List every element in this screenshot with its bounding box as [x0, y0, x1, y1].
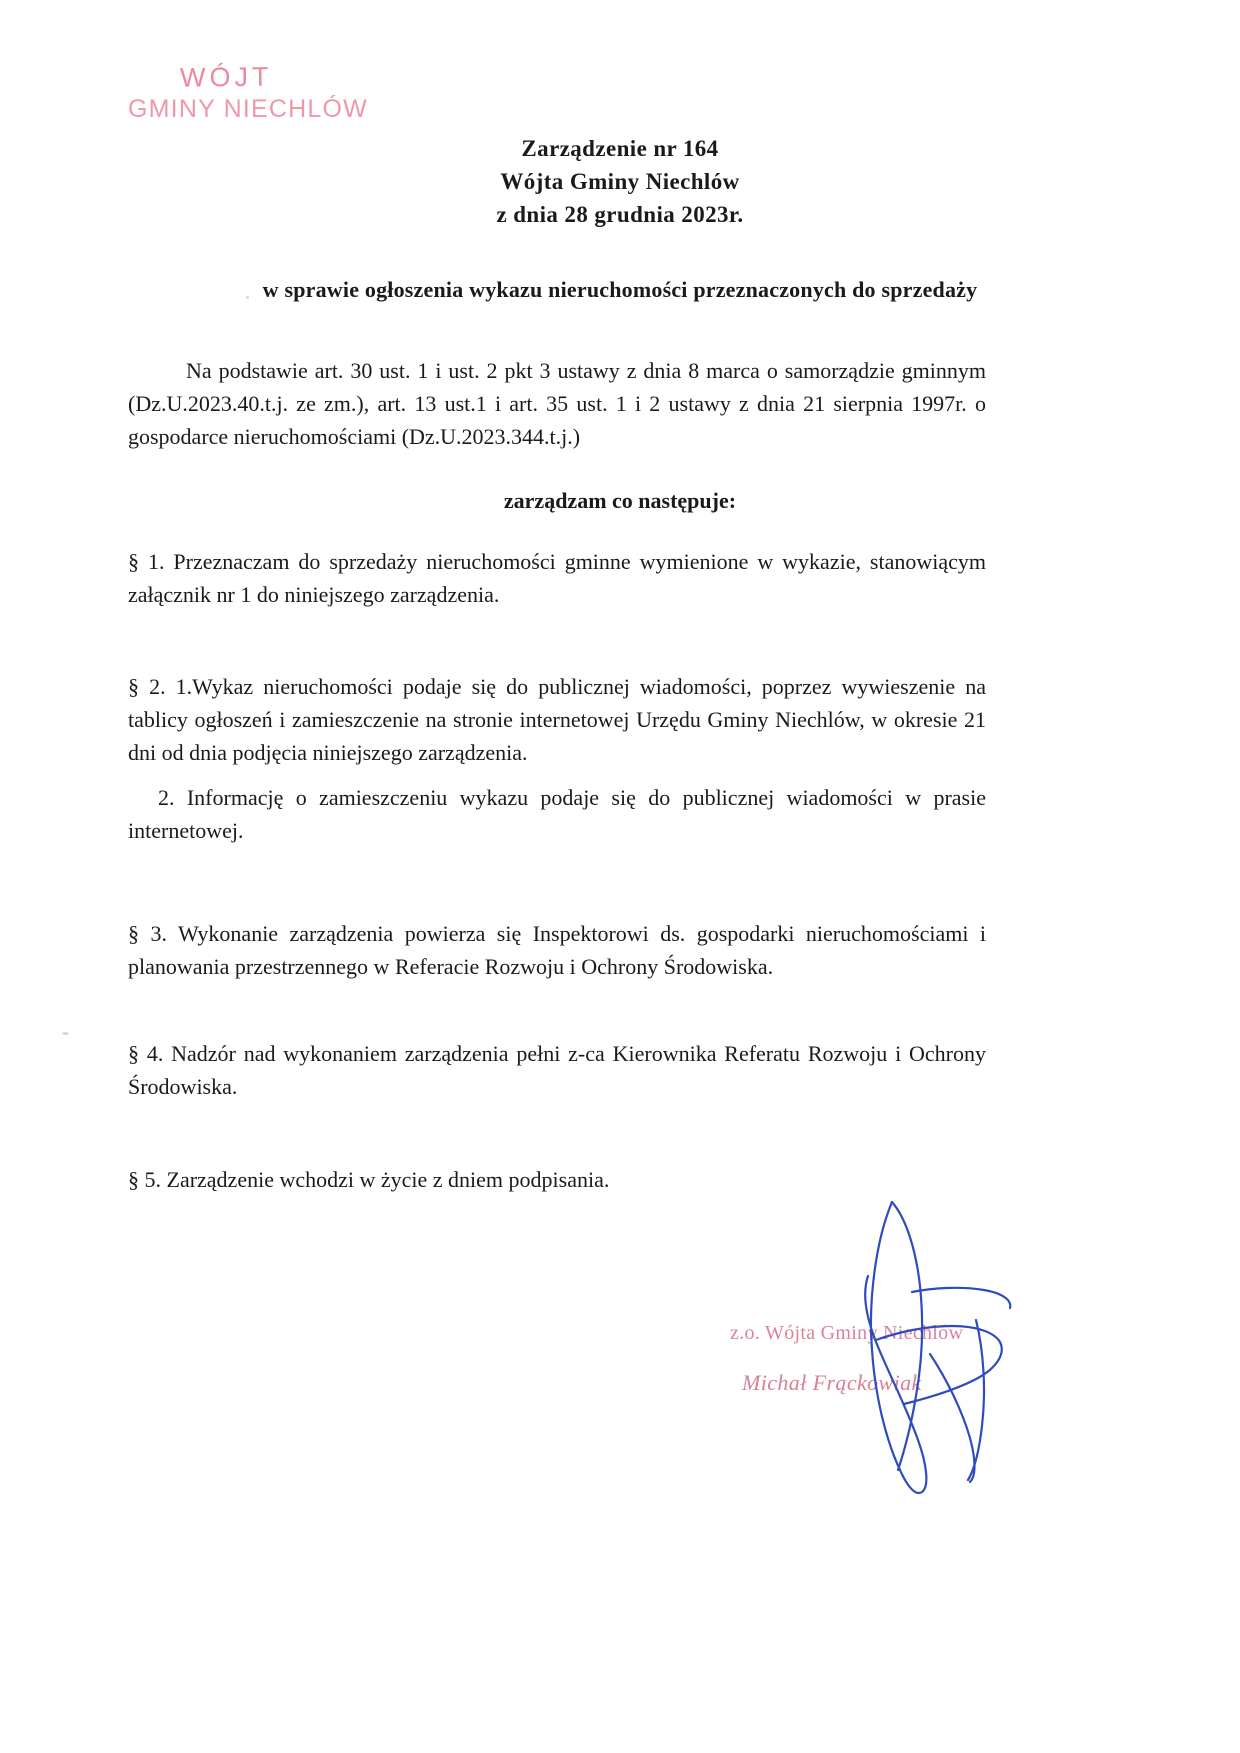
- section-2-point-2: 2. Informację o zamieszczeniu wykazu podaje się do publicznej wiadomości w prasie internetowej.: [128, 785, 986, 843]
- legal-basis-paragraph: Na podstawie art. 30 ust. 1 i ust. 2 pkt 3 ustawy z dnia 8 marca o samorządzie gminnym (Dz.U.2023.40.t.j. ze zm.), art. 13 ust.1 i art. 35 ust. 1 i 2 ustawy z dnia 21 sierpnia 1997r. o gospodarce nieruchomościami (Dz.U.2023.344.t.j.): [128, 358, 986, 449]
- office-stamp-line2: GMINY NIECHLÓW: [128, 95, 368, 124]
- title-line-number: Zarządzenie nr 164: [521, 136, 719, 161]
- signature-block: [730, 1190, 1120, 1490]
- document-subject: w sprawie ogłoszenia wykazu nieruchomości przeznaczonych do sprzedaży: [262, 277, 978, 302]
- section-5: § 5. Zarządzenie wchodzi w życie z dniem podpisania.: [128, 1167, 610, 1192]
- scan-artifact: [246, 296, 249, 299]
- office-stamp-line1: WÓJT: [179, 61, 273, 93]
- scan-artifact: [62, 1032, 69, 1035]
- document-title: [0, 132, 1240, 231]
- section-1: § 1. Przeznaczam do sprzedaży nieruchomości gminne wymienione w wykazie, stanowiącym załącznik nr 1 do niniejszego zarządzenia.: [128, 549, 986, 607]
- signature-stamp-name: Michał Frąckowiak: [742, 1370, 922, 1395]
- title-line-authority: Wójta Gminy Niechlów: [500, 169, 740, 194]
- order-phrase: zarządzam co następuje:: [503, 488, 737, 513]
- office-stamp-header: [128, 62, 468, 123]
- title-line-date: z dnia 28 grudnia 2023r.: [496, 202, 744, 227]
- section-4: § 4. Nadzór nad wykonaniem zarządzenia pełni z-ca Kierownika Referatu Rozwoju i Ochrony Środowiska.: [128, 1041, 986, 1099]
- section-2-point-1: § 2. 1.Wykaz nieruchomości podaje się do publicznej wiadomości, poprzez wywieszenie na tablicy ogłoszeń i zamieszczenie na stronie internetowej Urzędu Gminy Niechlów, w okresie 21 dni od dnia podjęcia niniejszego zarządzenia.: [128, 674, 986, 765]
- signature-stamp-role: z.o. Wójta Gminy Niechlów: [730, 1322, 964, 1344]
- section-3: § 3. Wykonanie zarządzenia powierza się Inspektorowi ds. gospodarki nieruchomościami i planowania przestrzennego w Referacie Rozwoju i Ochrony Środowiska.: [128, 921, 986, 979]
